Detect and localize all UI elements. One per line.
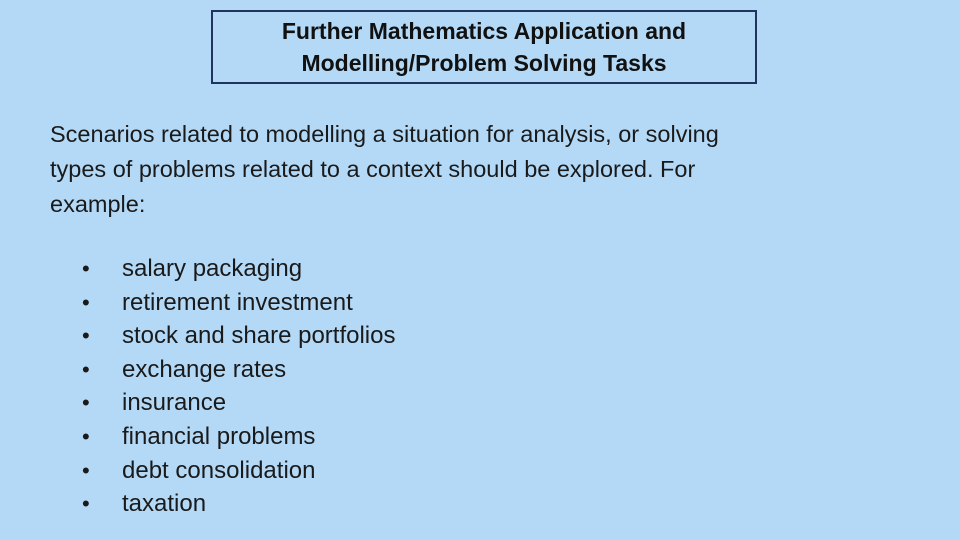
list-item-label: salary packaging xyxy=(122,255,303,282)
list-item-label: stock and share portfolios xyxy=(122,322,396,350)
intro-paragraph xyxy=(50,117,870,222)
list-item-label: insurance xyxy=(122,389,227,417)
list-item-label: debt consolidation xyxy=(122,456,316,484)
list-item xyxy=(82,286,395,320)
bullet-icon: • xyxy=(82,256,90,281)
bullet-icon: • xyxy=(82,491,90,517)
intro-line-2: types of problems related to a context should be explored. For xyxy=(50,156,696,182)
list-item xyxy=(82,319,395,353)
list-item-label: financial problems xyxy=(122,422,316,450)
list-item-label: retirement investment xyxy=(122,288,353,316)
bullet-icon: • xyxy=(82,457,90,483)
example-list xyxy=(82,252,395,521)
title-box xyxy=(211,10,757,84)
list-item xyxy=(82,353,395,387)
bullet-icon: • xyxy=(82,356,90,382)
list-item xyxy=(82,420,395,454)
list-item xyxy=(82,252,395,286)
intro-line-3: example: xyxy=(50,191,146,217)
list-item xyxy=(82,386,395,420)
bullet-icon: • xyxy=(82,423,90,449)
intro-line-1: Scenarios related to modelling a situation for analysis, or solving xyxy=(50,121,719,147)
list-item-label: taxation xyxy=(122,490,207,518)
bullet-icon: • xyxy=(82,323,90,349)
list-item-label: exchange rates xyxy=(122,355,287,383)
list-item xyxy=(82,487,395,521)
bullet-icon: • xyxy=(82,289,90,315)
list-item xyxy=(82,454,395,488)
title-line-1: Further Mathematics Application and xyxy=(281,18,687,44)
bullet-icon: • xyxy=(82,390,90,416)
title-line-2: Modelling/Problem Solving Tasks xyxy=(301,50,667,76)
